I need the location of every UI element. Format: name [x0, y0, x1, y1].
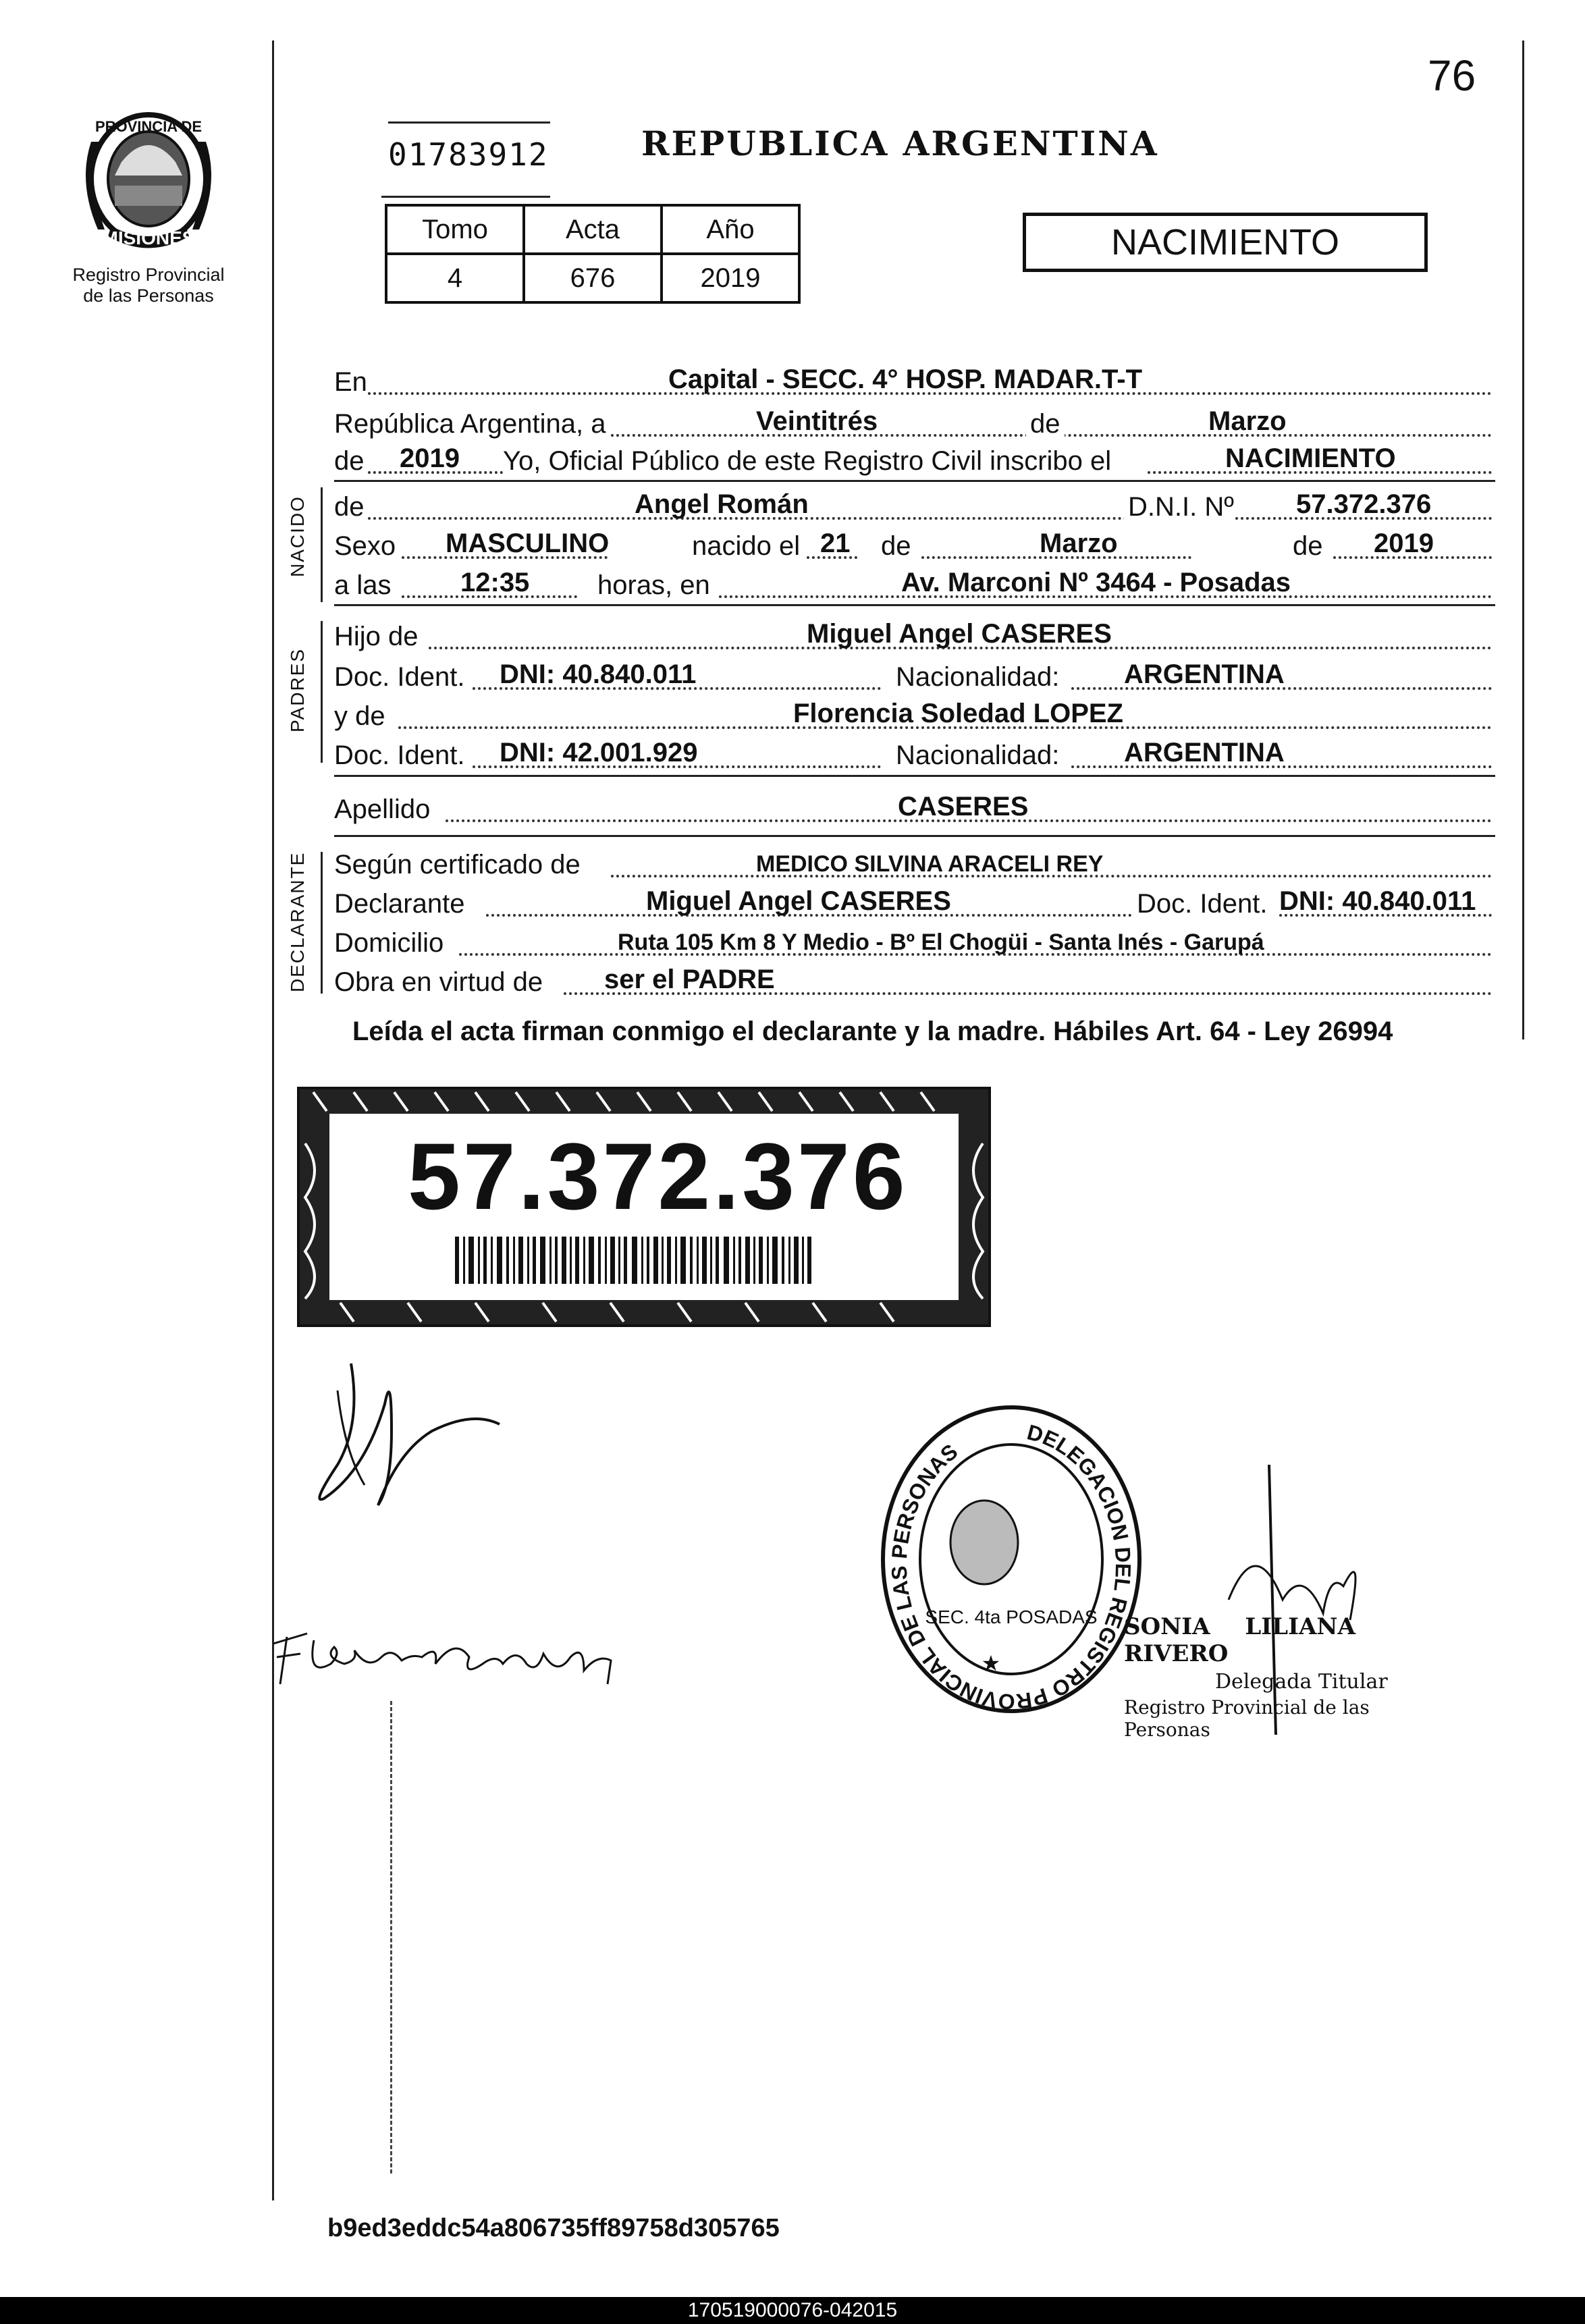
row-hora [334, 564, 1492, 605]
padre: Miguel Angel CASERES [807, 619, 1112, 649]
dni-sticker [297, 1087, 991, 1327]
padre-nacionalidad-label: Nacionalidad: [896, 662, 1060, 692]
de-label-5: de [1293, 531, 1323, 561]
oficial-text: Yo, Oficial Público de este Registro Civil inscribo el [503, 446, 1112, 476]
row-fecha [334, 403, 1492, 443]
certificado-label: Según certificado de [334, 850, 581, 880]
mes-registro: Marzo [1208, 406, 1287, 436]
registry-table [385, 204, 801, 304]
declarante-bracket [321, 852, 323, 994]
logo-caption [41, 265, 257, 306]
father-signature [297, 1350, 540, 1539]
dia-letras: Veintitrés [756, 406, 878, 436]
nacido-el-label: nacido el [692, 531, 801, 561]
obra-label: Obra en virtud de [334, 967, 543, 997]
document-hash: b9ed3eddc54a806735ff89758d305765 [327, 2214, 780, 2242]
logo-caption-line2: de las Personas [83, 286, 214, 306]
row-padre [334, 616, 1492, 656]
row-padre-doc [334, 656, 1492, 697]
madre-doc-label: Doc. Ident. [334, 740, 465, 770]
divider-1 [334, 480, 1495, 482]
section-label-declarante: DECLARANTE [287, 851, 308, 992]
de-label-4: de [881, 531, 911, 561]
en-value: Capital - SECC. 4° HOSP. MADAR.T-T [668, 364, 1143, 394]
divider-4 [334, 835, 1495, 837]
horas-en-label: horas, en [597, 570, 710, 600]
footer-code: 170519000076-042015 [0, 2297, 1585, 2324]
page-number: 76 [1428, 51, 1476, 100]
anio-nac: 2019 [1374, 529, 1434, 558]
section-label-nacido: NACIDO [287, 495, 308, 577]
seal-text-top: PROVINCIA DE [95, 118, 203, 135]
stamp-ring-text: DELEGACION DEL REGISTRO PROVINCIAL DE LAS PERSONAS [886, 1420, 1136, 1714]
row-declarante [334, 883, 1492, 923]
official-block [1124, 1613, 1461, 1741]
row-apellido [334, 788, 1492, 829]
divider-3 [334, 775, 1495, 777]
a-las-label: a las [334, 570, 392, 600]
madre-doc: DNI: 42.001.929 [500, 738, 698, 767]
row-madre [334, 695, 1492, 736]
y-de-label: y de [334, 701, 385, 731]
row-sexo [334, 525, 1492, 566]
stamp-seal-icon [950, 1501, 1018, 1584]
stamp-inner-text: SEC. 4ta POSADAS [925, 1606, 1098, 1627]
declarante-label: Declarante [334, 889, 465, 919]
serial-stamp [375, 121, 564, 202]
binding-marks [390, 1701, 394, 2173]
lugar-nac: Av. Marconi Nº 3464 - Posadas [901, 568, 1291, 597]
padre-nacionalidad: ARGENTINA [1124, 659, 1285, 689]
stamp-star-icon: ★ [981, 1651, 1001, 1675]
madre-nacionalidad: ARGENTINA [1124, 738, 1285, 767]
apellido-label: Apellido [334, 794, 431, 824]
row-certificado [334, 844, 1492, 884]
table-value-tomo: 4 [386, 254, 524, 302]
declarante: Miguel Angel CASERES [646, 886, 951, 916]
hijo-de-label: Hijo de [334, 622, 419, 651]
dia-nac: 21 [820, 529, 851, 558]
padres-bracket [321, 621, 323, 763]
official-role: Delegada Titular [1215, 1670, 1388, 1694]
padre-doc-label: Doc. Ident. [334, 662, 465, 692]
domicilio: Ruta 105 Km 8 Y Medio - Bº El Chogüi - Santa Inés - Garupá [618, 929, 1264, 955]
left-margin-line [272, 40, 274, 2200]
divider-2 [334, 604, 1495, 606]
apellido: CASERES [898, 792, 1029, 821]
mother-signature [267, 1617, 631, 1691]
padre-doc: DNI: 40.840.011 [500, 659, 697, 689]
republica-label: República Argentina, a [334, 409, 606, 439]
de-label-2: de [334, 446, 365, 476]
table-header-acta: Acta [524, 205, 662, 254]
dni-value: 57.372.376 [1296, 489, 1432, 519]
table-value-anio: 2019 [662, 254, 799, 302]
dni-label: D.N.I. Nº [1124, 492, 1238, 522]
madre: Florencia Soledad LOPEZ [793, 699, 1123, 728]
official-name: SONIA LILIANA RIVERO [1124, 1613, 1355, 1667]
anio-registro: 2019 [400, 443, 460, 473]
right-margin-line [1522, 40, 1524, 1039]
row-obra [334, 961, 1492, 1002]
de-label-3: de [334, 492, 365, 522]
registry-logo [64, 101, 233, 256]
page-title: REPUBLICA ARGENTINA [641, 124, 1159, 163]
section-label-padres: PADRES [287, 647, 308, 732]
row-oficial [334, 440, 1492, 481]
provincial-seal-icon [64, 101, 233, 256]
official-stamp [876, 1401, 1146, 1718]
table-header-anio: Año [662, 205, 799, 254]
certificado: MEDICO SILVINA ARACELI REY [756, 851, 1104, 877]
table-header-tomo: Tomo [386, 205, 524, 254]
official-org: Registro Provincial de las Personas [1124, 1696, 1370, 1741]
sexo-label: Sexo [334, 531, 396, 561]
nombre: Angel Román [635, 489, 809, 519]
dni-sticker-number: 57.372.376 [408, 1123, 908, 1229]
madre-nacionalidad-label: Nacionalidad: [896, 740, 1060, 770]
serial-number: 01783912 [388, 136, 549, 173]
declarante-doc: DNI: 40.840.011 [1279, 886, 1476, 916]
declarante-doc-label: Doc. Ident. [1133, 889, 1271, 919]
de-label: de [1026, 409, 1065, 439]
hora: 12:35 [460, 568, 530, 597]
seal-text-bottom: MISIONES [102, 227, 195, 248]
logo-caption-line1: Registro Provincial [72, 265, 225, 285]
row-en [334, 361, 1492, 402]
row-nombre [334, 486, 1492, 526]
mes-nac: Marzo [1040, 529, 1118, 558]
table-value-acta: 676 [524, 254, 662, 302]
domicilio-label: Domicilio [334, 928, 444, 958]
row-madre-doc [334, 734, 1492, 775]
nacido-bracket [321, 487, 323, 602]
record-type-box: NACIMIENTO [1023, 213, 1428, 272]
en-label: En [334, 367, 367, 397]
obra: ser el PADRE [604, 965, 775, 994]
sexo-value: MASCULINO [446, 529, 610, 558]
closing-note: Leída el acta firman conmigo el declarante y la madre. Hábiles Art. 64 - Ley 26994 [352, 1017, 1393, 1046]
row-domicilio [334, 922, 1492, 963]
inscribo-value: NACIMIENTO [1225, 443, 1396, 473]
